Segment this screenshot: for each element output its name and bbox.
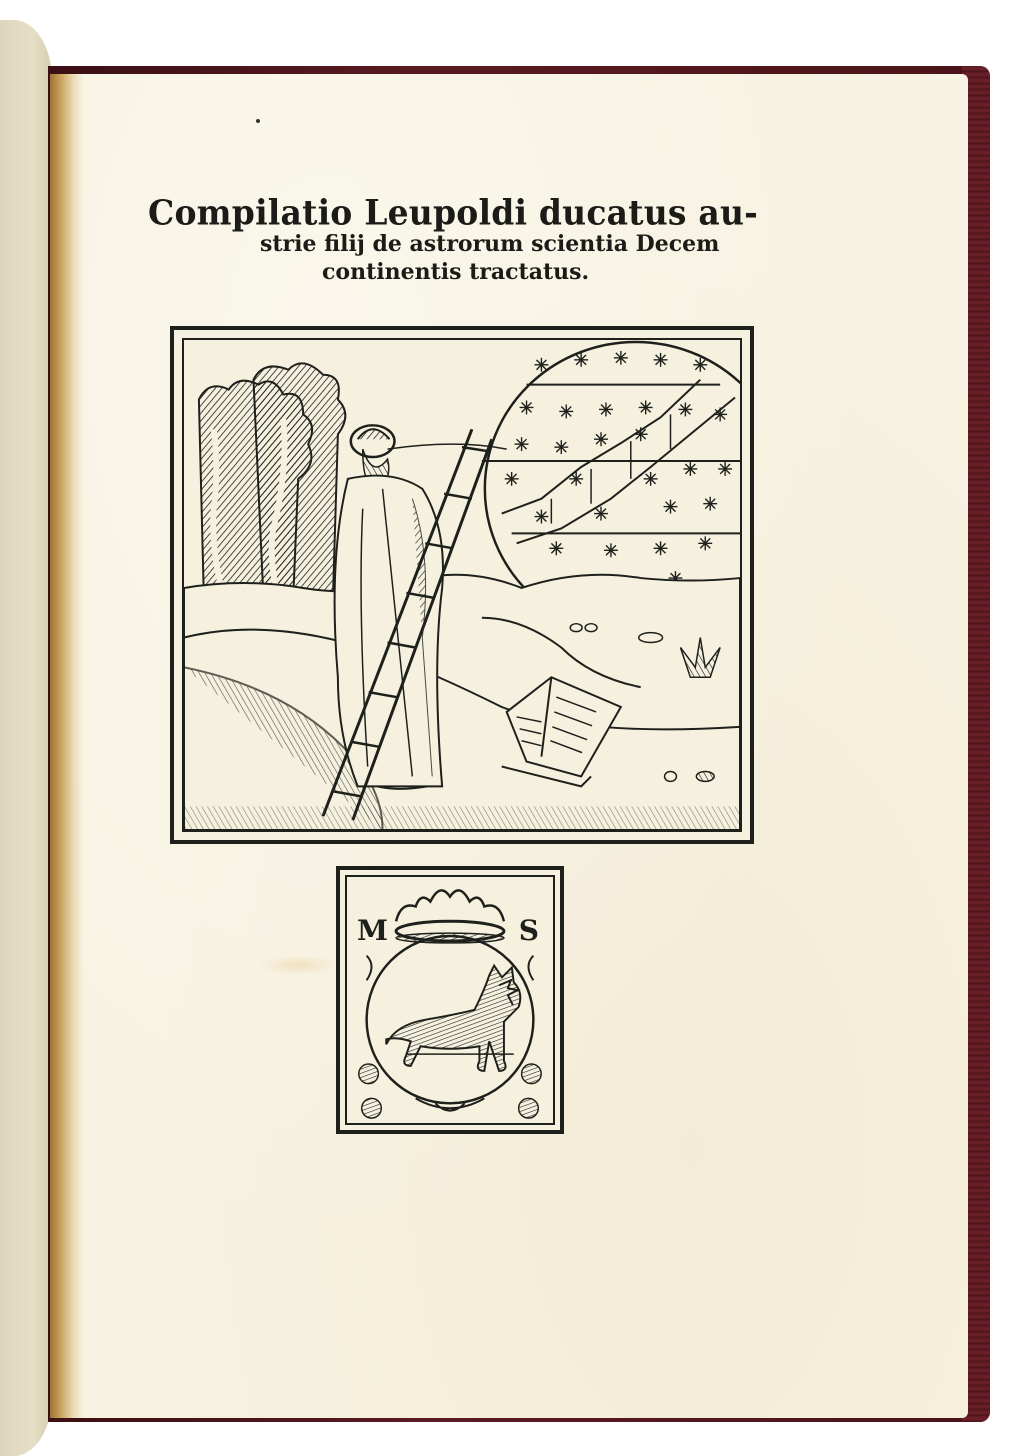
device-initial-s: S: [518, 914, 539, 947]
title-line-2: strie filij de astrorum scientia Decem: [260, 231, 720, 257]
gutter-shadow: [50, 74, 84, 1418]
device-initial-m: M: [357, 914, 388, 947]
turned-left-leaf: [0, 20, 52, 1456]
ink-dot: [256, 119, 260, 123]
printer-device: [336, 866, 564, 1134]
device-inner-frame: [345, 875, 555, 1125]
paper-stain: [258, 955, 338, 975]
title-block: [148, 192, 759, 285]
title-line-1: Compilatio Leupoldi ducatus au-: [148, 192, 759, 233]
astronomer-illustration: [184, 340, 740, 830]
woodcut-inner-frame: [182, 338, 742, 832]
cat-icon: [386, 966, 520, 1071]
astronomer-woodcut: [170, 326, 754, 844]
trees: [199, 363, 345, 598]
landscape: [184, 575, 740, 830]
title-line-3: continentis tractatus.: [322, 259, 590, 285]
